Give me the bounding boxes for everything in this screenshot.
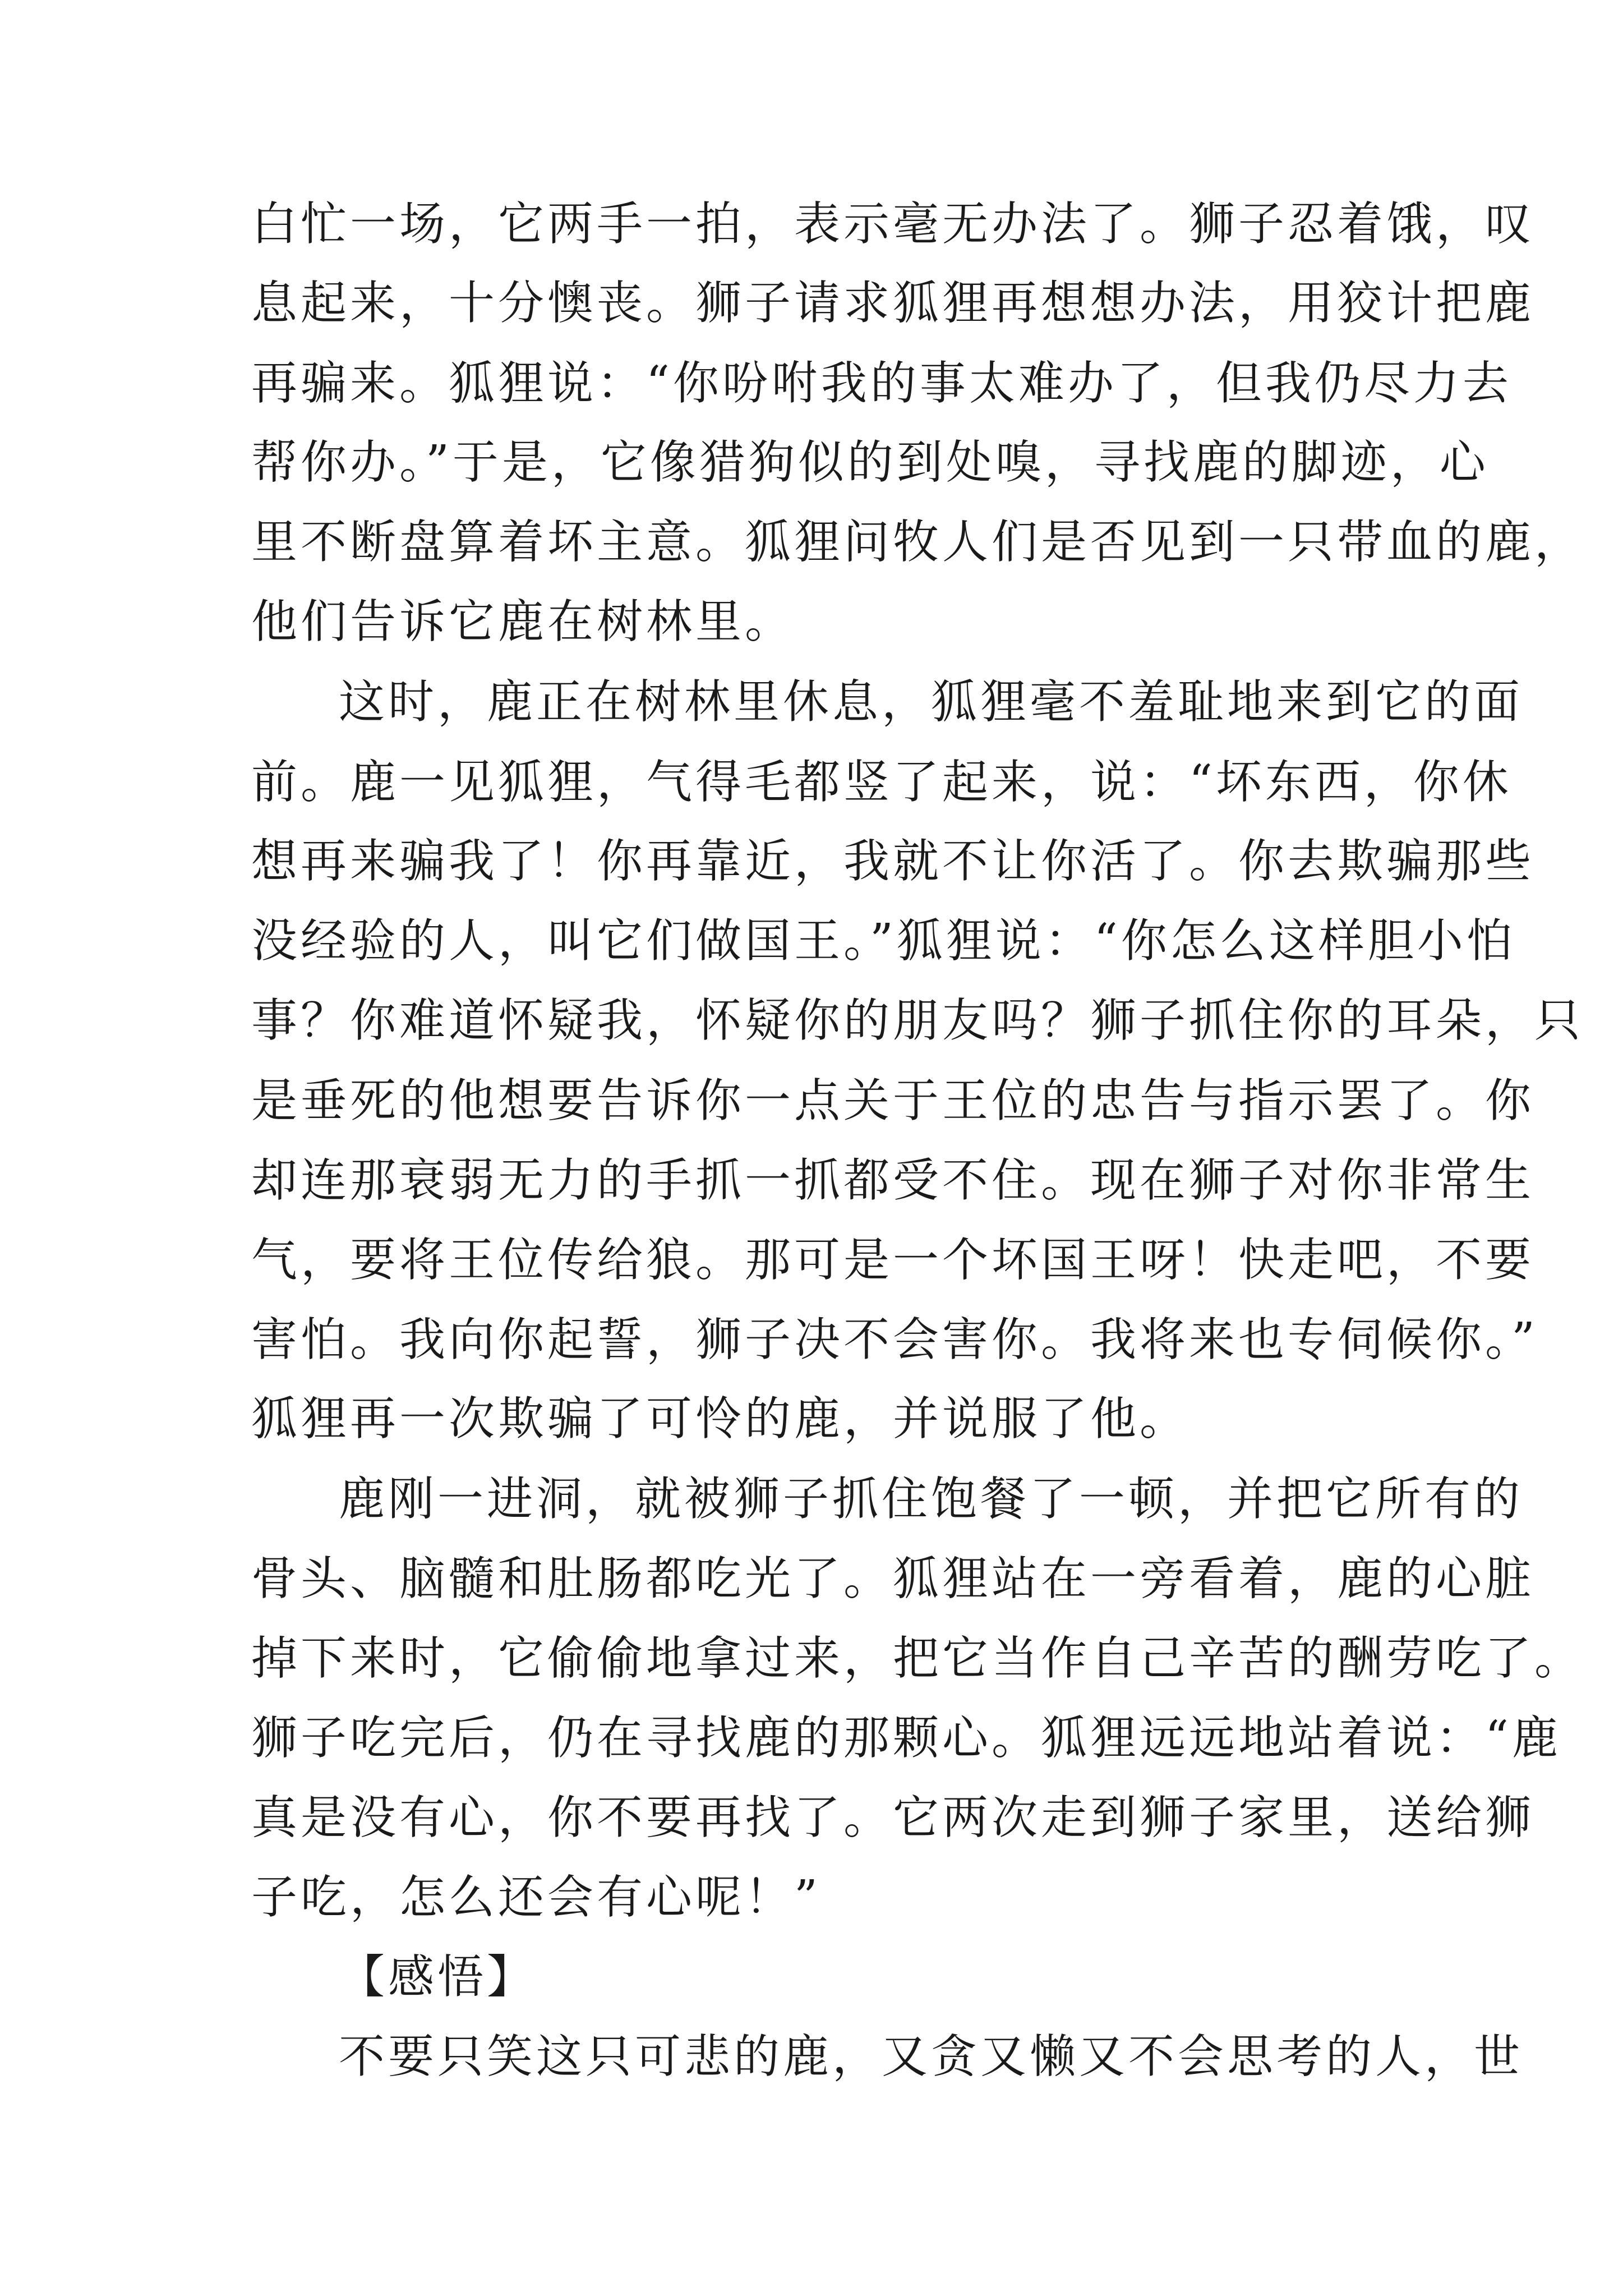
paragraph-line: 却连那衰弱无力的手抓一抓都受不住。现在狮子对你非常生	[251, 1154, 1535, 1207]
paragraph-line: 白忙一场，它两手一拍，表示毫无办法了。狮子忍着饿，叹	[251, 197, 1535, 251]
paragraph-line: 没经验的人，叫它们做国王。”狐狸说：“你怎么这样胆小怕	[251, 914, 1516, 968]
paragraph-line: 气，要将王位传给狼。那可是一个坏国王呀！快走吧，不要	[251, 1234, 1535, 1287]
paragraph-line: 狐狸再一次欺骗了可怜的鹿，并说服了他。	[251, 1392, 1189, 1446]
paragraph-first-line: 不要只笑这只可悲的鹿，又贪又懒又不会思考的人，世	[339, 2030, 1524, 2083]
paragraph-first-line: 鹿刚一进洞，就被狮子抓住饱餐了一顿，并把它所有的	[339, 1473, 1524, 1526]
paragraph-line: 是垂死的他想要告诉你一点关于王位的忠告与指示罢了。你	[251, 1074, 1535, 1128]
paragraph-line: 事？你难道怀疑我，怀疑你的朋友吗？狮子抓住你的耳朵，只	[251, 994, 1584, 1047]
paragraph-line: 狮子吃完后，仍在寻找鹿的那颗心。狐狸远远地站着说：“鹿	[251, 1711, 1561, 1765]
paragraph-line: 里不断盘算着坏主意。狐狸问牧人们是否见到一只带血的鹿，	[251, 516, 1584, 569]
paragraph-line: 再骗来。狐狸说：“你吩咐我的事太难办了，但我仍尽力去	[251, 357, 1512, 410]
paragraph-line: 息起来，十分懊丧。狮子请求狐狸再想想办法，用狡计把鹿	[251, 277, 1535, 330]
paragraph-line: 帮你办。”于是，它像猎狗似的到处嗅，寻找鹿的脚迹，心	[251, 436, 1489, 489]
paragraph-line: 他们告诉它鹿在树林里。	[251, 595, 795, 648]
paragraph-line: 前。鹿一见狐狸，气得毛都竖了起来，说：“坏东西，你休	[251, 756, 1512, 809]
paragraph-first-line: 这时，鹿正在树林里休息，狐狸毫不羞耻地来到它的面	[339, 675, 1524, 729]
paragraph-line: 骨头、脑髓和肚肠都吃光了。狐狸站在一旁看着，鹿的心脏	[251, 1552, 1535, 1605]
paragraph-line: 害怕。我向你起誓，狮子决不会害你。我将来也专伺候你。”	[251, 1313, 1538, 1366]
paragraph-line: 真是没有心，你不要再找了。它两次走到狮子家里，送给狮	[251, 1791, 1535, 1844]
paragraph-line: 子吃，怎么还会有心呢！”	[251, 1871, 821, 1924]
paragraph-line: 想再来骗我了！你再靠近，我就不让你活了。你去欺骗那些	[251, 835, 1535, 888]
section-heading: 【感悟】	[339, 1950, 537, 2004]
paragraph-line: 掉下来时，它偷偷地拿过来，把它当作自己辛苦的酬劳吃了。	[251, 1632, 1584, 1685]
